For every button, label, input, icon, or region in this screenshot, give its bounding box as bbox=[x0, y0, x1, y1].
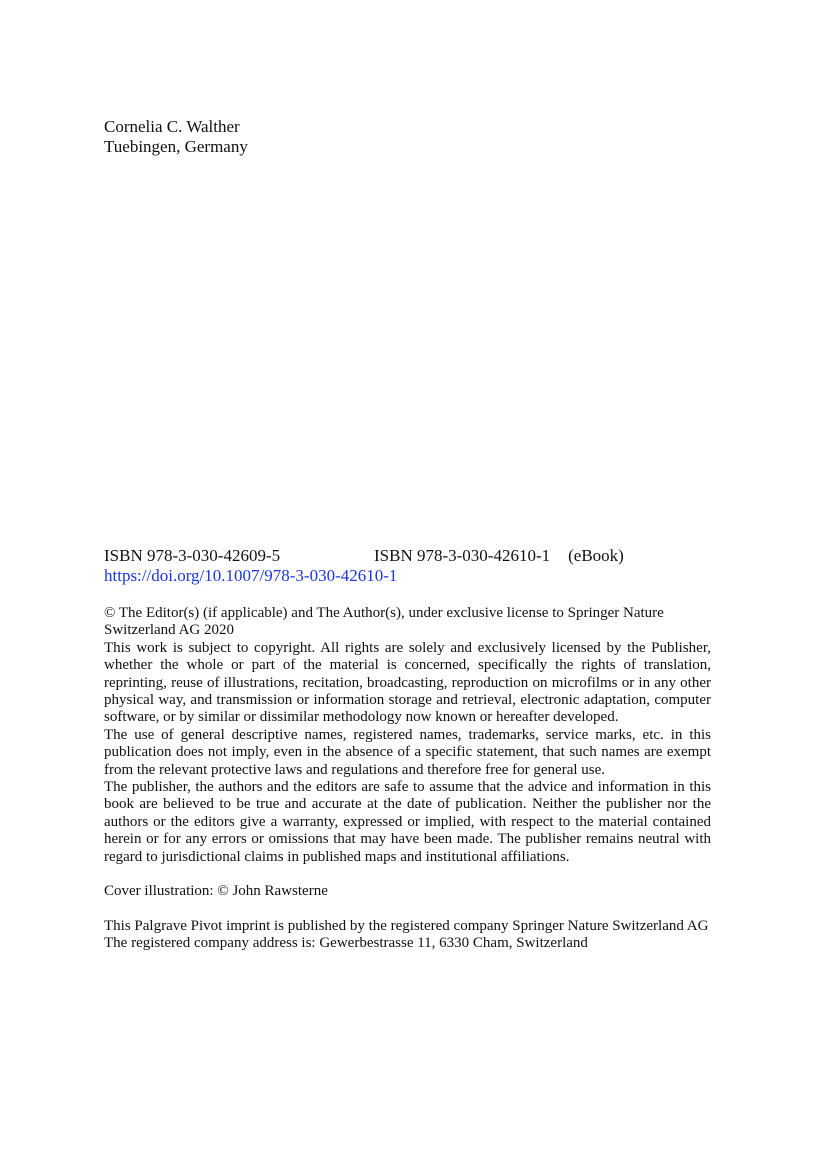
author-location: Tuebingen, Germany bbox=[104, 137, 248, 156]
doi-link[interactable]: https://doi.org/10.1007/978-3-030-42610-1 bbox=[104, 566, 398, 585]
cover-credit: Cover illustration: © John Rawsterne bbox=[104, 883, 328, 900]
imprint-notice: This Palgrave Pivot imprint is published by the registered company Springer Nature Switzerland AG bbox=[104, 917, 709, 934]
copyright-notice: © The Editor(s) (if applicable) and The Author(s), under exclusive license to Springer Nature Switzerland AG 2020 bbox=[104, 605, 664, 639]
isbn-ebook-tag: (eBook) bbox=[568, 546, 624, 565]
rights-paragraph: This work is subject to copyright. All rights are solely and exclusively licensed by the Publisher, whether the whole or part of the material is concerned, specifically the rights of translation, reprinting, reuse of illustrations, recitation, broadcasting, reproduction on microfilms or in any other physical way, and transmission or information storage and retrieval, electronic adaptation, computer software, or by similar or dissimilar methodology now known or hereafter developed. bbox=[104, 639, 711, 726]
author-name: Cornelia C. Walther bbox=[104, 117, 240, 136]
legal-block bbox=[104, 605, 711, 952]
isbn-block bbox=[104, 546, 711, 586]
trademark-paragraph: The use of general descriptive names, registered names, trademarks, service marks, etc. in this publication does not imply, even in the absence of a specific statement, that such names are exempt from the relevant protective laws and regulations and therefore free for general use. bbox=[104, 726, 711, 778]
isbn-print: ISBN 978-3-030-42609-5 bbox=[104, 546, 281, 565]
isbn-ebook: ISBN 978-3-030-42610-1 bbox=[374, 546, 551, 565]
disclaimer-paragraph: The publisher, the authors and the editors are safe to assume that the advice and information in this book are believed to be true and accurate at the date of publication. Neither the publisher nor the authors or the editors give a warranty, expressed or implied, with respect to the material contained herein or for any errors or omissions that may have been made. The publisher remains neutral with regard to jurisdictional claims in published maps and institutional affiliations. bbox=[104, 779, 711, 865]
isbn-row bbox=[104, 546, 711, 566]
author-block bbox=[104, 117, 248, 157]
company-address: The registered company address is: Gewerbestrasse 11, 6330 Cham, Switzerland bbox=[104, 934, 588, 951]
